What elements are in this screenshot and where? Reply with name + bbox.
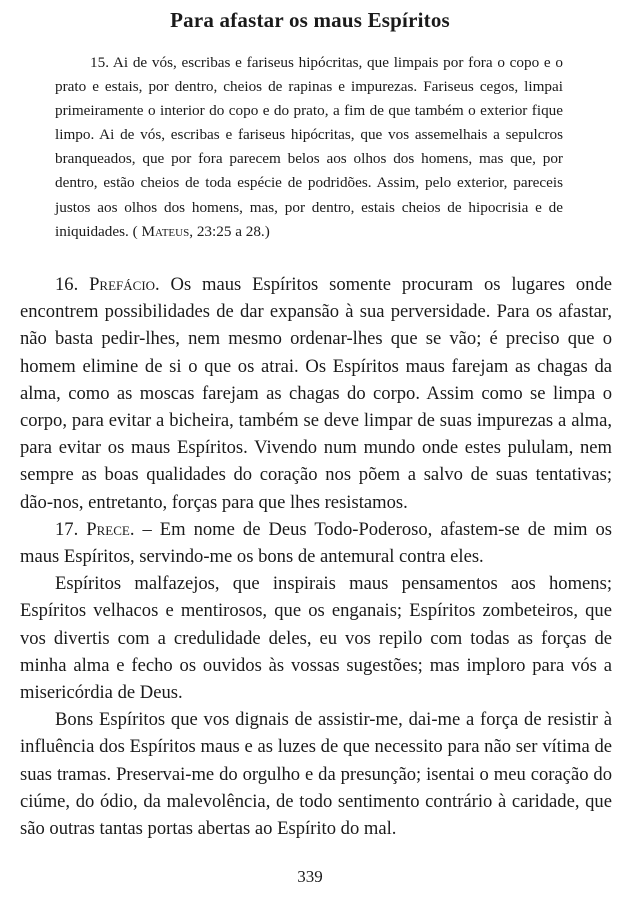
citation-book: Mateus — [141, 222, 190, 240]
prayer-paragraph-2: Bons Espíritos que vos dignais de assistir-me, dai-me a força de resistir à influência dos Espíritos maus e as luzes de que necessito para não ser vítima de suas tramas. Preservai-me do orgulho e da presunção; isentai o meu coração do ciúme, do ódio, da malevolência, de todo sentimento contrário à caridade, que são outras tantas portas abertas ao Espírito do mal. — [20, 709, 612, 840]
item-15-number: 15. — [90, 54, 109, 71]
page-title: Para afastar os maus Espíritos — [170, 8, 450, 32]
item-15-paragraph — [55, 51, 563, 244]
item-17-heading: Prece. — [86, 518, 135, 540]
citation-open: ( — [132, 222, 138, 240]
item-16-number: 16. — [55, 274, 79, 295]
item-17-text: – Em nome de Deus Todo-Poderoso, afastem-se de mim os maus Espíritos, servindo-me os bons de antemural contra eles. — [20, 518, 612, 568]
page-number: 339 — [297, 867, 323, 886]
item-17-number: 17. — [55, 518, 79, 540]
main-text — [20, 271, 612, 842]
item-16-text: Os maus Espíritos somente procuram os lugares onde encontrem possibilidades de dar expansão à sua perversidade. Para os afastar, não basta pedir-lhes, nem mesmo ordenar-lhes que se vão; é preciso que o homem elimine de si o que os atrai. Os Espíritos maus farejam as chagas da alma, como as moscas farejam as chagas do corpo. Assim como se limpa o corpo, para evitar a bicheira, também se deve limpar de suas impurezas a alma, para evitar os maus Espíritos. Vivendo num mundo onde estes pululam, nem sempre as boas qualidades do coração nos põem a salvo de suas tentativas; dão-nos, entretanto, forças para que lhes resistamos. — [20, 274, 612, 513]
prayer-paragraph-1: Espíritos malfazejos, que inspirais maus pensamentos aos homens; Espíritos velhacos e mentirosos, que os enganais; Espíritos zombeteiros, que vos divertis com a credulidade deles, eu vos repilo com todas as forças de minha alma e fecho os ouvidos às vossas sugestões; mas imploro para vós a misericórdia de Deus. — [20, 573, 612, 704]
item-15-quote — [55, 51, 563, 244]
item-17-paragraph — [20, 516, 612, 570]
item-15-text: Ai de vós, escribas e fariseus hipócritas, que limpais por fora o copo e o prato e estais, por dentro, cheios de rapinas e impurezas. Fariseus cegos, limpai primeiramente o interior do copo e do prato, a fim de que também o exterior fique limpo. Ai de vós, escribas e fariseus hipócritas, que vos assemelhais a sepulcros branqueados, que por fora parecem belos aos olhos dos homens, mas que, por dentro, estão cheios de toda espécie de podridões. Assim, pelo exterior, pareceis justos aos olhos dos homens, mas, por dentro, estais cheios de hipocrisia e de iniquidades. — [55, 54, 563, 240]
citation-ref: , 23:25 a 28.) — [189, 222, 270, 240]
item-16-heading: Prefácio. — [89, 274, 160, 295]
item-16-paragraph — [20, 271, 612, 516]
